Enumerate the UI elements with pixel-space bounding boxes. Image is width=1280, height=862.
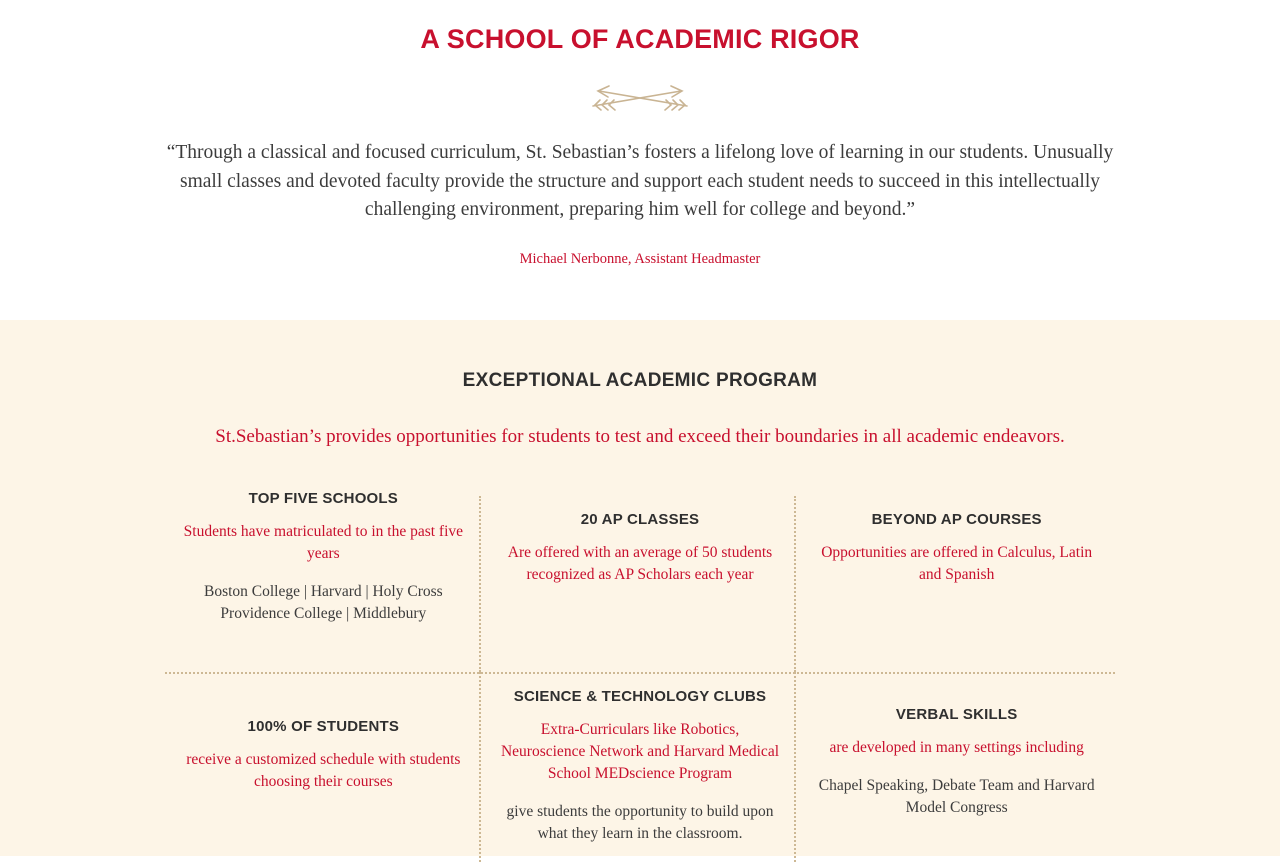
stat-cell-100-percent-students	[165, 666, 482, 793]
program-subtitle: St.Sebastian’s provides opportunities for students to test and exceed their boundaries in all academic endeavors.	[215, 426, 1065, 447]
stat-heading: VERBAL SKILLS	[895, 706, 1018, 723]
stat-highlight: are developed in many settings including	[829, 739, 1084, 756]
grid-divider-vertical	[794, 672, 796, 862]
stat-heading: BEYOND AP COURSES	[871, 511, 1042, 528]
section-divider	[0, 81, 1280, 121]
academic-program-section	[0, 320, 1280, 856]
stat-cell-science-technology-clubs	[482, 666, 799, 845]
stat-cell-beyond-ap-courses	[798, 490, 1115, 586]
stat-detail: give students the opportunity to build upon what they learn in the classroom.	[506, 803, 774, 842]
grid-row	[165, 666, 1115, 856]
grid-row	[165, 490, 1115, 666]
hero-section	[0, 0, 1280, 320]
stat-detail: Boston College | Harvard | Holy Cross Providence College | Middlebury	[203, 583, 443, 622]
stat-heading: 100% OF STUDENTS	[247, 718, 400, 735]
pull-quote: “Through a classical and focused curriculum, St. Sebastian’s fosters a lifelong love of learning in our students. Unusually small classes and devoted faculty provide the structure and support each student needs to succeed in this intellectually challenging environment, preparing him well for college and beyond.”	[166, 142, 1114, 221]
stat-heading: SCIENCE & TECHNOLOGY CLUBS	[513, 688, 767, 705]
program-title: EXCEPTIONAL ACADEMIC PROGRAM	[462, 370, 818, 391]
stat-highlight: Opportunities are offered in Calculus, Latin and Spanish	[821, 544, 1093, 583]
grid-divider-vertical	[794, 496, 796, 672]
stat-highlight: Extra-Curriculars like Robotics, Neuroscience Network and Harvard Medical School MEDscience Program	[500, 721, 780, 782]
crossed-arrows-icon	[587, 80, 693, 123]
quote-attribution: Michael Nerbonne, Assistant Headmaster	[519, 250, 761, 267]
grid-divider-horizontal	[165, 672, 1115, 674]
program-stats-grid	[165, 490, 1115, 856]
stat-heading: TOP FIVE SCHOOLS	[248, 490, 398, 507]
stat-detail: Chapel Speaking, Debate Team and Harvard Model Congress	[818, 777, 1095, 816]
page-title: A SCHOOL OF ACADEMIC RIGOR	[420, 24, 860, 54]
stat-cell-verbal-skills	[798, 666, 1115, 819]
grid-divider-vertical	[479, 496, 481, 672]
grid-divider-vertical	[479, 672, 481, 862]
stat-cell-ap-classes	[482, 490, 799, 586]
stat-highlight: Are offered with an average of 50 students recognized as AP Scholars each year	[507, 544, 773, 583]
stat-cell-top-five-schools	[165, 490, 482, 625]
stat-heading: 20 AP CLASSES	[580, 511, 700, 528]
stat-highlight: receive a customized schedule with students choosing their courses	[186, 751, 461, 790]
stat-highlight: Students have matriculated to in the past five years	[183, 523, 464, 562]
